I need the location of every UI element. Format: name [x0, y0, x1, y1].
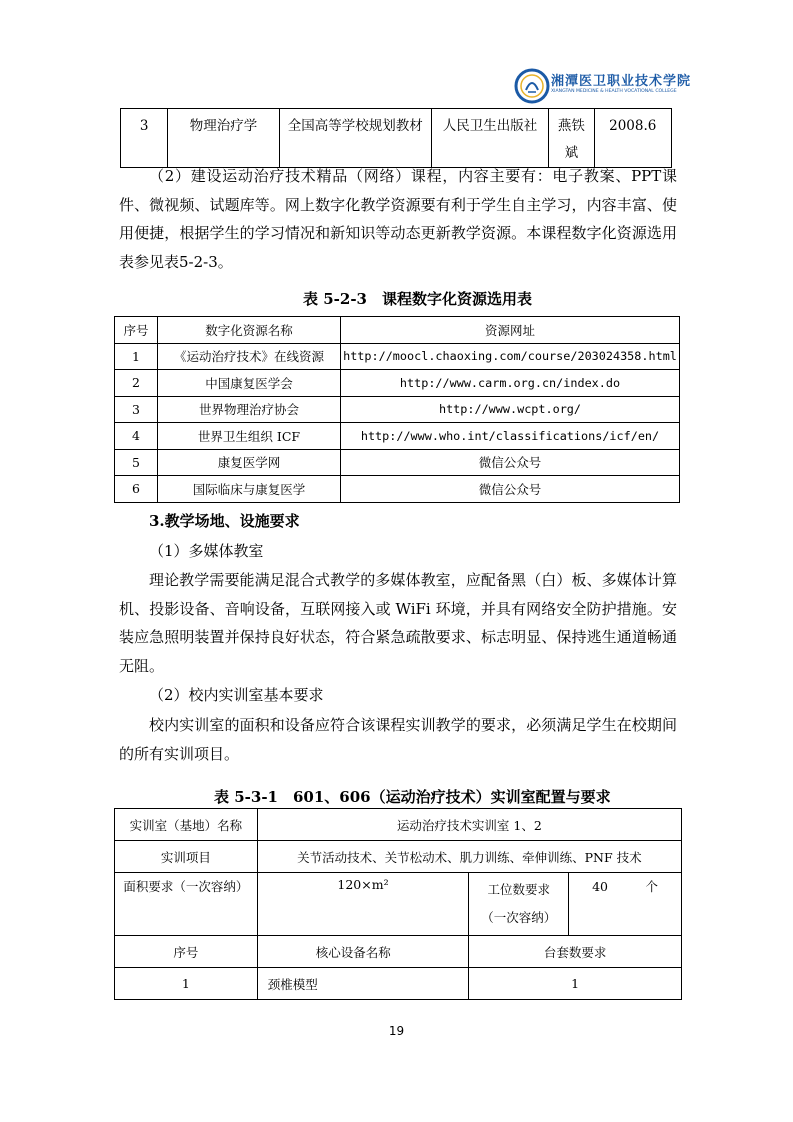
- table-row: [115, 343, 680, 370]
- table-row: [115, 873, 682, 936]
- logo-subtitle: XIANGTAN MEDICINE & HEALTH VOCATIONAL COLLEGE: [551, 89, 677, 94]
- paragraph: （2）建设运动治疗技术精品（网络）课程，内容主要有：电子教案、PPT课件、微视频、试题库等。网上数字化教学资源要有利于学生自主学习，内容丰富、使用便捷，根据学生的学习情况和新知识等动态更新教学资源。本课程数字化资源选用表参见表5-2-3。: [119, 167, 677, 271]
- table-cell: 微信公众号: [341, 476, 680, 503]
- table-row: [115, 809, 682, 841]
- subsection-heading: （1）多媒体教室: [149, 542, 264, 560]
- table-cell: 40 个: [569, 873, 682, 936]
- logo-title: 湘潭医卫职业技术学院: [551, 74, 692, 89]
- table-row: [115, 423, 680, 450]
- table-cell: 1: [469, 968, 682, 1000]
- table-cell: 120×m²: [257, 873, 469, 936]
- table-caption: 表 5-2-3 课程数字化资源选用表: [303, 290, 532, 308]
- row-label: 工位数要求（一次容纳）: [469, 873, 569, 936]
- digital-resources-table: [114, 316, 680, 503]
- column-header: 核心设备名称: [257, 936, 469, 968]
- table-caption: 表 5-3-1 601、606（运动治疗技术）实训室配置与要求: [214, 788, 611, 806]
- table-cell: 世界卫生组织 ICF: [158, 423, 341, 450]
- section-heading: 3.教学场地、设施要求: [149, 512, 300, 530]
- table-cell: 2008.6: [594, 109, 671, 168]
- table-cell: http://www.who.int/classifications/icf/en/: [341, 423, 680, 450]
- table-cell: 康复医学网: [158, 449, 341, 476]
- table-cell: 4: [115, 423, 158, 450]
- table-cell: 1: [115, 968, 258, 1000]
- table-cell: 3: [115, 396, 158, 423]
- table-cell: 运动治疗技术实训室 1、2: [257, 809, 681, 841]
- table-cell: 关节活动技术、关节松动术、肌力训练、牵伸训练、PNF 技术: [257, 841, 681, 873]
- table-row: [115, 396, 680, 423]
- lab-config-table: [114, 808, 682, 1000]
- textbook-table: [120, 108, 672, 168]
- table-cell: http://moocl.chaoxing.com/course/203024358.html: [341, 343, 680, 370]
- table-cell: http://www.carm.org.cn/index.do: [341, 370, 680, 397]
- table-row: [115, 370, 680, 397]
- table-cell: http://www.wcpt.org/: [341, 396, 680, 423]
- table-cell: 世界物理治疗协会: [158, 396, 341, 423]
- table-cell: 3: [121, 109, 168, 168]
- table-cell: 微信公众号: [341, 449, 680, 476]
- table-row: [115, 841, 682, 873]
- table-row: [115, 449, 680, 476]
- table-cell: 2: [115, 370, 158, 397]
- table-cell: 5: [115, 449, 158, 476]
- row-label: 实训室（基地）名称: [115, 809, 258, 841]
- paragraph: 校内实训室的面积和设备应符合该课程实训教学的要求，必须满足学生在校期间的所有实训项目。: [119, 716, 677, 763]
- column-header: 数字化资源名称: [158, 317, 341, 344]
- paragraph: 理论教学需要能满足混合式教学的多媒体教室，应配备黑（白）板、多媒体计算机、投影设备、音响设备，互联网接入或 WiFi 环境，并具有网络安全防护措施。安装应急照明装置并保持良好状态，符合紧急疏散要求、标志明显、保持逃生通道畅通无阻。: [119, 571, 677, 675]
- table-cell: 全国高等学校规划教材: [279, 109, 431, 168]
- column-header: 台套数要求: [469, 936, 682, 968]
- table-cell: 《运动治疗技术》在线资源: [158, 343, 341, 370]
- column-header: 序号: [115, 317, 158, 344]
- table-cell: 物理治疗学: [168, 109, 280, 168]
- table-cell: 人民卫生出版社: [431, 109, 549, 168]
- table-cell: 中国康复医学会: [158, 370, 341, 397]
- column-header: 资源网址: [341, 317, 680, 344]
- column-header: 序号: [115, 936, 258, 968]
- table-row: [121, 109, 672, 168]
- table-cell: 颈椎模型: [257, 968, 469, 1000]
- table-row: [115, 476, 680, 503]
- subsection-heading: （2）校内实训室基本要求: [149, 686, 324, 704]
- row-label: 实训项目: [115, 841, 258, 873]
- table-row: [115, 968, 682, 1000]
- table-cell: 燕铁斌: [549, 109, 594, 168]
- table-cell: 国际临床与康复医学: [158, 476, 341, 503]
- table-header-row: [115, 317, 680, 344]
- table-header-row: [115, 936, 682, 968]
- table-cell: 6: [115, 476, 158, 503]
- row-label: 面积要求（一次容纳）: [115, 873, 258, 936]
- table-cell: 1: [115, 343, 158, 370]
- page-number: 19: [388, 1024, 405, 1038]
